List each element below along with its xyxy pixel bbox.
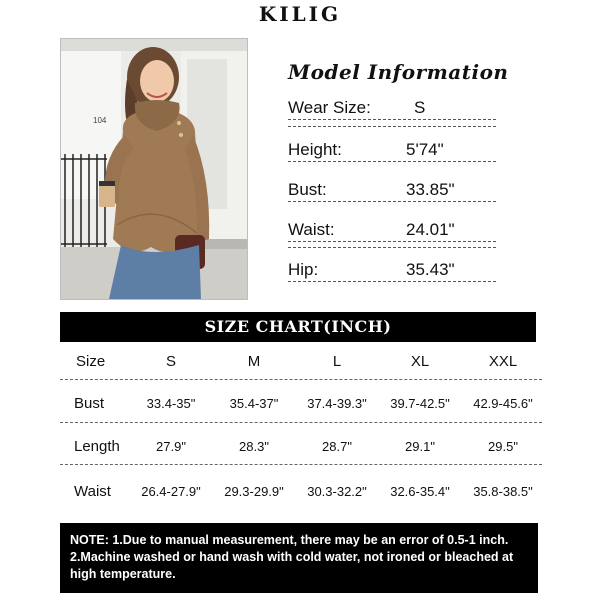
model-hip-row xyxy=(288,256,496,282)
table-cell: 29.3-29.9" xyxy=(224,484,284,499)
bust-label: Bust: xyxy=(288,180,327,199)
model-wear-size-row xyxy=(288,94,496,120)
header-m: M xyxy=(247,353,261,370)
wear-size-label: Wear Size: xyxy=(288,98,371,117)
header-size: Size xyxy=(76,353,106,370)
waist-value: 24.01" xyxy=(406,220,455,239)
header-xxl: XXL xyxy=(488,353,518,370)
hip-label: Hip: xyxy=(288,260,319,279)
hip-value: 35.43" xyxy=(406,260,455,279)
divider xyxy=(60,422,542,423)
wear-size-value: S xyxy=(414,98,426,117)
table-cell: 39.7-42.5" xyxy=(390,396,450,411)
waist-label: Waist: xyxy=(288,220,335,239)
model-height-row xyxy=(288,136,496,162)
model-photo xyxy=(60,38,248,300)
table-cell: 37.4-39.3" xyxy=(307,396,367,411)
divider xyxy=(288,126,496,127)
divider xyxy=(288,281,496,282)
size-chart-row-bust xyxy=(60,389,540,419)
table-cell: 29.5" xyxy=(488,439,518,454)
table-cell: 30.3-32.2" xyxy=(307,484,367,499)
height-label: Height: xyxy=(288,140,342,159)
table-cell: 26.4-27.9" xyxy=(141,484,201,499)
header-xl: XL xyxy=(410,353,430,370)
row-label-bust: Bust xyxy=(74,395,105,412)
divider xyxy=(288,161,496,162)
care-note xyxy=(60,523,538,593)
row-label-waist: Waist xyxy=(74,483,111,500)
header-s: S xyxy=(165,353,176,370)
model-bust-row xyxy=(288,176,496,202)
bust-value: 33.85" xyxy=(406,180,455,199)
table-cell: 28.7" xyxy=(322,439,352,454)
model-info-title: Model Information xyxy=(288,60,509,84)
size-chart-header-row xyxy=(60,347,540,377)
header-l: L xyxy=(332,353,342,370)
house-number: 104 xyxy=(93,116,107,125)
divider xyxy=(60,379,542,380)
table-cell: 35.4-37" xyxy=(229,396,279,411)
table-cell: 32.6-35.4" xyxy=(390,484,450,499)
brand-logo: KILIG xyxy=(258,2,342,26)
note-line: NOTE: 1.Due to manual measurement, there may be an error of 0.5-1 inch. xyxy=(70,533,509,547)
divider xyxy=(288,247,496,248)
table-cell: 28.3" xyxy=(239,439,269,454)
row-label-length: Length xyxy=(74,438,120,455)
note-line: 2.Machine washed or hand wash with cold water, not ironed or bleached at xyxy=(70,550,514,564)
divider xyxy=(288,201,496,202)
table-cell: 42.9-45.6" xyxy=(473,396,533,411)
size-chart-row-waist xyxy=(60,477,540,507)
note-line: high temperature. xyxy=(70,567,176,581)
model-waist-row xyxy=(288,216,496,242)
size-chart-title: SIZE CHART(INCH) xyxy=(60,312,536,342)
size-chart-row-length xyxy=(60,432,540,462)
height-value: 5'74" xyxy=(406,140,444,159)
table-cell: 35.8-38.5" xyxy=(473,484,533,499)
table-cell: 27.9" xyxy=(156,439,186,454)
divider xyxy=(288,241,496,242)
table-cell: 33.4-35" xyxy=(146,396,196,411)
divider xyxy=(60,464,542,465)
divider xyxy=(288,119,496,120)
table-cell: 29.1" xyxy=(405,439,435,454)
